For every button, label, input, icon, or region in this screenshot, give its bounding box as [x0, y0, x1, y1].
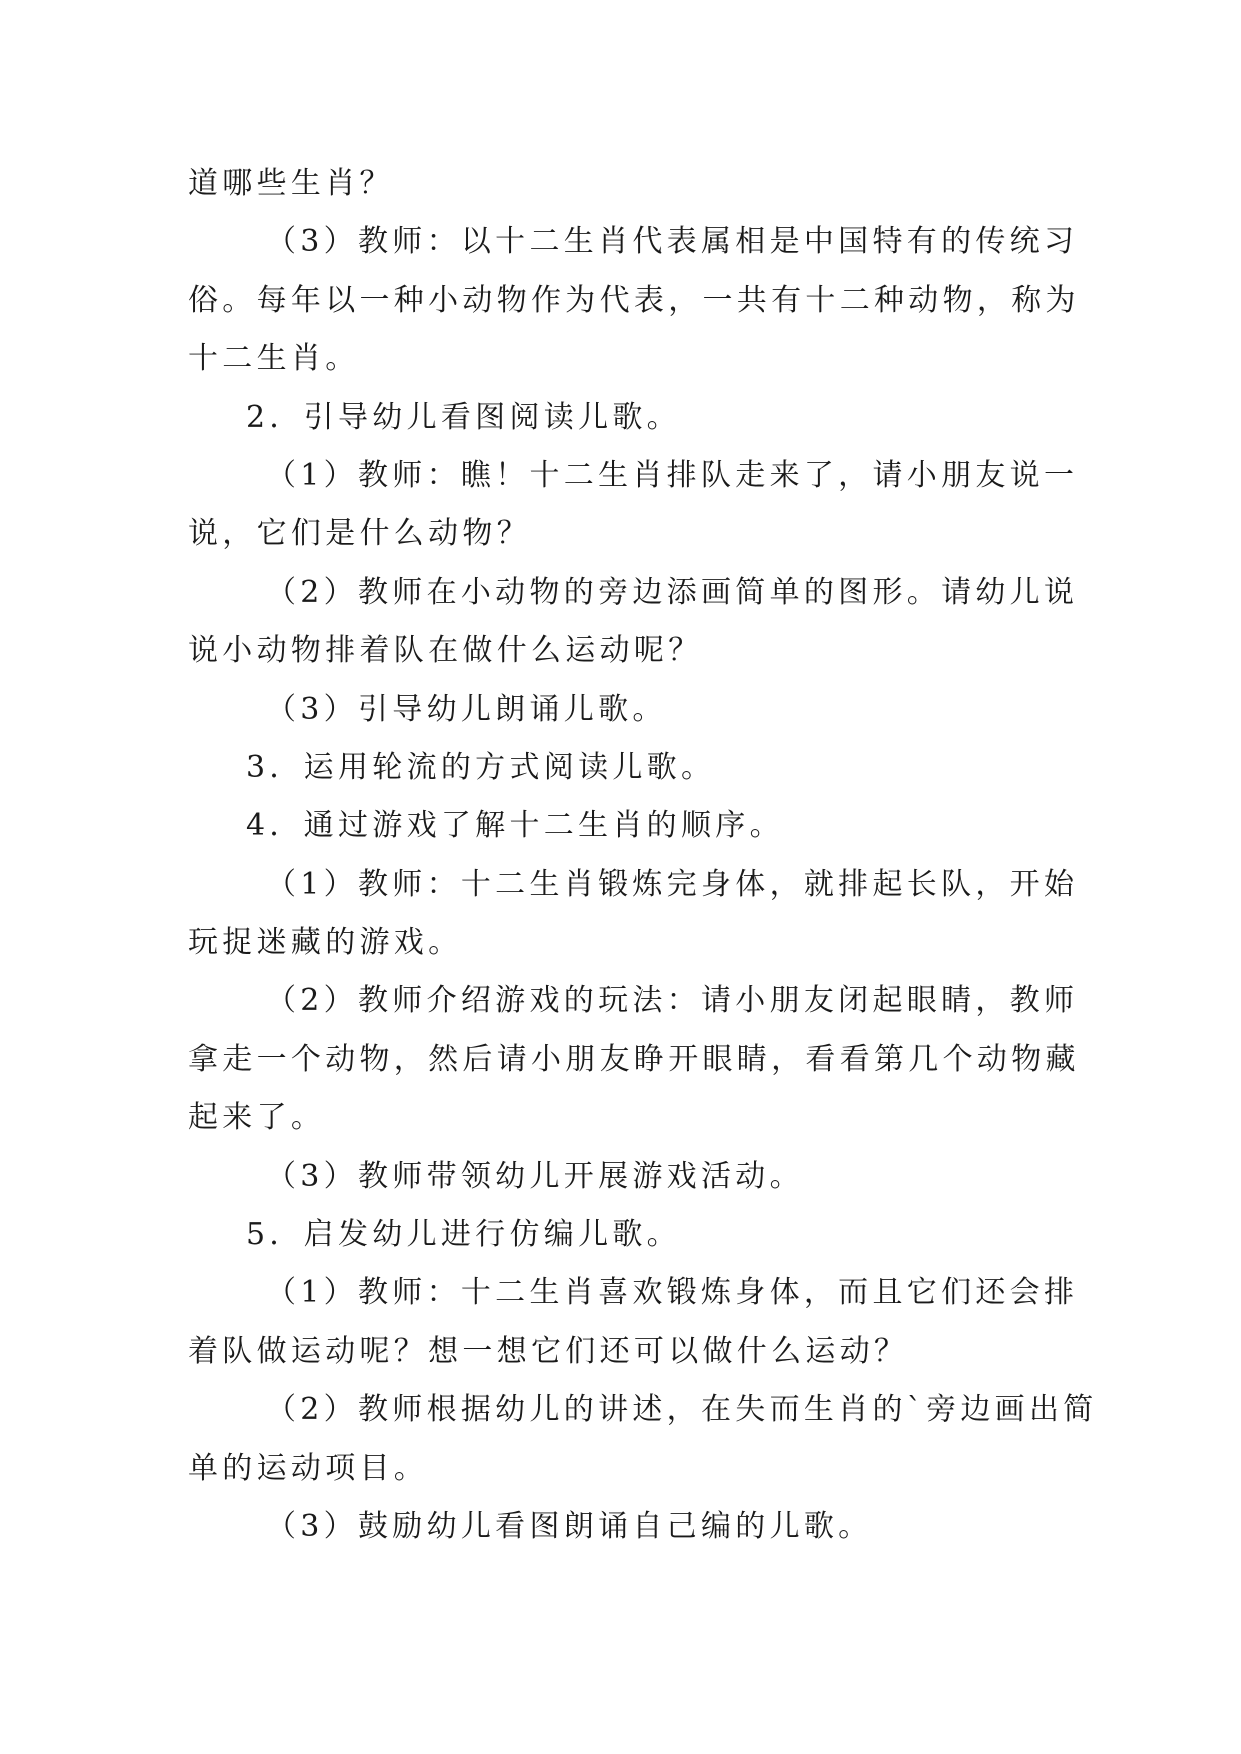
paragraph-line: （2）教师根据幼儿的讲述，在失而生肖的`旁边画出简 [266, 1392, 1098, 1428]
paragraph-line: 着队做运动呢？想一想它们还可以做什么运动？ [188, 1333, 909, 1369]
section-heading: 2．引导幼儿看图阅读儿歌。 [246, 399, 681, 435]
paragraph-line: （1）教师：瞧！十二生肖排队走来了，请小朋友说一 [266, 457, 1079, 493]
paragraph-line: 单的运动项目。 [188, 1450, 429, 1486]
paragraph-line: 十二生肖。 [188, 341, 360, 377]
section-heading: 4．通过游戏了解十二生肖的顺序。 [246, 808, 784, 844]
paragraph-line: （2）教师在小动物的旁边添画简单的图形。请幼儿说 [266, 574, 1079, 610]
document-body [188, 155, 1098, 1556]
paragraph-line: 玩捉迷藏的游戏。 [188, 925, 463, 961]
paragraph-line: （1）教师：十二生肖锻炼完身体，就排起长队，开始 [266, 866, 1079, 902]
section-heading: 5．启发幼儿进行仿编儿歌。 [246, 1217, 681, 1253]
paragraph-line: （1）教师：十二生肖喜欢锻炼身体，而且它们还会排 [266, 1275, 1079, 1311]
paragraph-line: 拿走一个动物，然后请小朋友睁开眼睛，看看第几个动物藏 [188, 1041, 1080, 1077]
paragraph-line: 俗。每年以一种小动物作为代表，一共有十二种动物，称为 [188, 282, 1080, 318]
paragraph-line: （2）教师介绍游戏的玩法：请小朋友闭起眼睛，教师 [266, 983, 1079, 1019]
paragraph-line: （3）引导幼儿朗诵儿歌。 [266, 691, 667, 727]
paragraph-line: （3）鼓励幼儿看图朗诵自己编的儿歌。 [266, 1508, 873, 1544]
paragraph-line: 起来了。 [188, 1100, 326, 1136]
paragraph-line: 说，它们是什么动物？ [188, 516, 531, 552]
paragraph-line: 道哪些生肖？ [188, 166, 394, 201]
section-heading: 3．运用轮流的方式阅读儿歌。 [246, 749, 716, 785]
paragraph-line: （3）教师：以十二生肖代表属相是中国特有的传统习 [266, 224, 1079, 260]
paragraph-line: 说小动物排着队在做什么运动呢？ [188, 633, 703, 669]
paragraph-line: （3）教师带领幼儿开展游戏活动。 [266, 1158, 804, 1194]
